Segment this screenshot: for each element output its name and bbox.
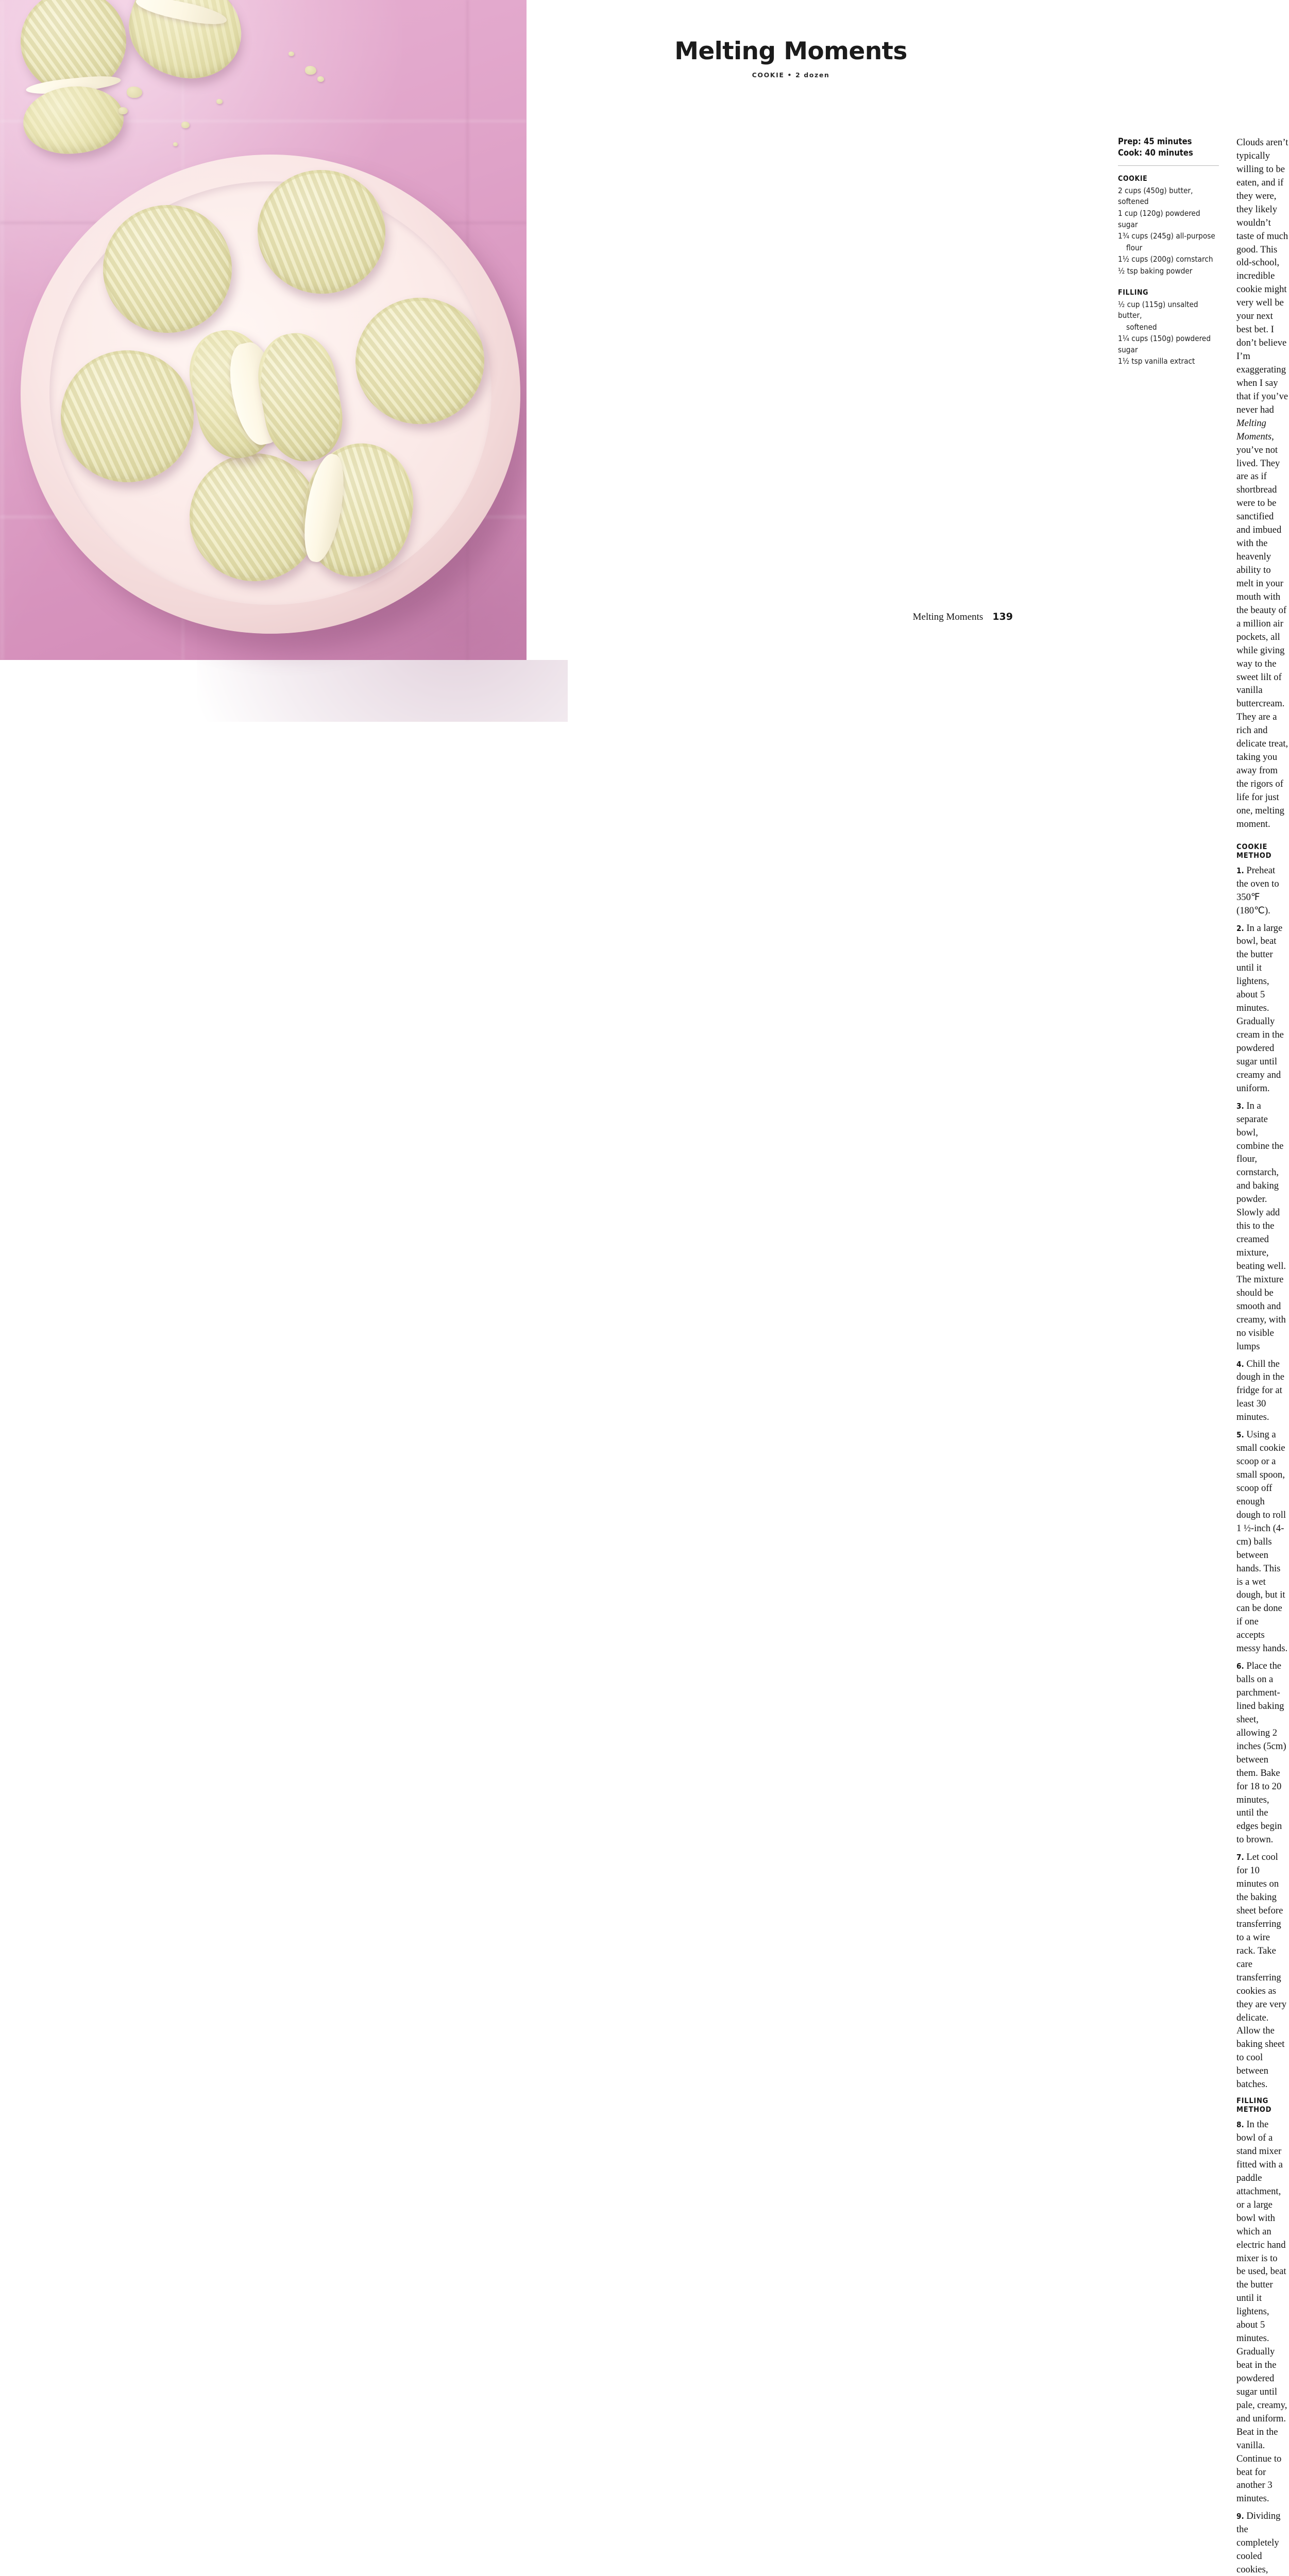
method-step [1236, 1358, 1289, 1425]
recipe-photograph [0, 0, 527, 660]
crumb [127, 87, 142, 98]
ingredient-group-heading: COOKIE [1118, 174, 1148, 183]
prep-time: Prep: 45 minutes [1118, 137, 1192, 146]
section-heading: FILLING METHOD [1236, 2096, 1272, 2114]
method-step [1236, 1428, 1289, 1655]
recipe-subtitle: COOKIE • 2 dozen [752, 71, 830, 79]
step-number: 9. [1236, 2512, 1244, 2521]
step-text: Preheat the oven to 350℉ (180℃). [1236, 865, 1279, 916]
timing-block [1118, 136, 1219, 159]
page-title: Melting Moments [674, 37, 907, 65]
method-column [1236, 136, 1289, 2576]
method-step [1236, 2510, 1289, 2576]
crumb [173, 142, 178, 146]
fabric-fold [0, 0, 4, 660]
method-step [1236, 1851, 1289, 2091]
cookie-method-section [1236, 842, 1289, 2091]
ingredient-list [1118, 185, 1219, 277]
crumb [305, 66, 316, 75]
step-text: Dividing the completely cooled cookies, [1236, 2511, 1281, 2575]
ingredient-item: 1½ tsp vanilla extract [1118, 357, 1195, 366]
step-number: 2. [1236, 923, 1244, 933]
section-heading: COOKIE METHOD [1236, 842, 1272, 860]
step-number: 5. [1236, 1430, 1244, 1440]
step-text: In a large bowl, beat the butter until it lightens, about 5 minutes. Gradually cream in the powdered sugar until creamy and uniform. [1236, 922, 1284, 1094]
step-number: 6. [1236, 1662, 1244, 1671]
step-text: In the bowl of a stand mixer fitted with a paddle attachment, or a large bowl with which an electric hand mixer is to be used, beat the butter until it lightens, about 5 minutes. Gradually beat in the powdered sugar until pale, creamy, and uniform. Beat in the vanilla. Continue to beat for another 3 minutes. [1236, 2119, 1287, 2504]
running-title: Melting Moments [912, 612, 983, 622]
ingredient-group-heading: FILLING [1118, 288, 1149, 297]
ingredient-item: 1¾ cups (245g) all-purpose [1118, 231, 1215, 241]
ingredient-group-cookie [1118, 175, 1219, 277]
step-text: In a separate bowl, combine the flour, cornstarch, and baking powder. Slowly add this to the creamed mixture, beating well. The mixture should be smooth and creamy, with no visible lumps [1236, 1100, 1286, 1352]
ingredients-column [1118, 136, 1219, 2576]
crumb [289, 52, 294, 56]
ingredient-group-filling [1118, 289, 1219, 367]
step-text: Chill the dough in the fridge for at least 30 minutes. [1236, 1358, 1284, 1423]
ingredient-list [1118, 299, 1219, 367]
recipe-intro: Clouds aren’t typically willing to be eaten, and if they were, they likely wouldn’t taste of much good. This old-school, incredible cookie might very well be your next best bet. I don’t believe I’m exaggerating when I say that if you’ve never had Melting Moments, you’ve not lived. They are as if shortbread were to be sanctified and imbued with the heavenly ability to melt in your mouth with the beauty of a million air pockets, all while giving way to the sweet lilt of vanilla buttercream. They are a rich and delicate treat, taking you away from the rigors of life for just one, melting moment. [1236, 137, 1288, 829]
recipe-text-page [527, 0, 1288, 2575]
filling-method-section [1236, 2096, 1289, 2576]
page-footer [913, 611, 1013, 623]
step-number: 4. [1236, 1359, 1244, 1369]
timing-divider [1118, 165, 1219, 166]
ingredient-item-continuation: flour [1126, 243, 1143, 252]
step-number: 8. [1236, 2120, 1244, 2130]
step-text: Using a small cookie scoop or a small spoon, scoop off enough dough to roll 1 ½-inch (4-cm) balls between hands. This is a wet dough, but it can be done if one accepts messy hands. [1236, 1429, 1288, 1654]
ingredient-item: 2 cups (450g) butter, softened [1118, 185, 1193, 207]
step-number: 1. [1236, 866, 1244, 875]
crumb [181, 122, 190, 128]
step-text: Let cool for 10 minutes on the baking sheet before transferring to a wire rack. Take care transferring cookies as they are very delicate. Allow the baking sheet to cool between batches. [1236, 1852, 1287, 2090]
method-step [1236, 2118, 1289, 2505]
ingredient-item: ½ tsp baking powder [1118, 266, 1193, 276]
step-text: Place the balls on a parchment-lined baking sheet, allowing 2 inches (5cm) between them. Bake for 18 to 20 minutes, until the edges begin to brown. [1236, 1660, 1286, 1845]
step-number: 3. [1236, 1101, 1244, 1111]
method-step [1236, 1659, 1289, 1846]
method-step [1236, 1099, 1289, 1353]
crumb [118, 107, 128, 114]
method-step [1236, 864, 1289, 918]
ingredient-item-continuation: softened [1126, 322, 1157, 332]
ingredient-item: 1½ cups (200g) cornstarch [1118, 255, 1213, 264]
cook-time: Cook: 40 minutes [1118, 147, 1193, 158]
crumb [216, 99, 223, 104]
page-number: 139 [992, 611, 1013, 622]
ingredient-item: 1 cup (120g) powdered sugar [1118, 209, 1200, 229]
ingredient-item: ½ cup (115g) unsalted butter, [1118, 299, 1198, 320]
ingredient-item: 1¼ cups (150g) powdered sugar [1118, 334, 1211, 354]
step-number: 7. [1236, 1853, 1244, 1862]
crumb [317, 76, 324, 82]
method-step [1236, 922, 1289, 1095]
